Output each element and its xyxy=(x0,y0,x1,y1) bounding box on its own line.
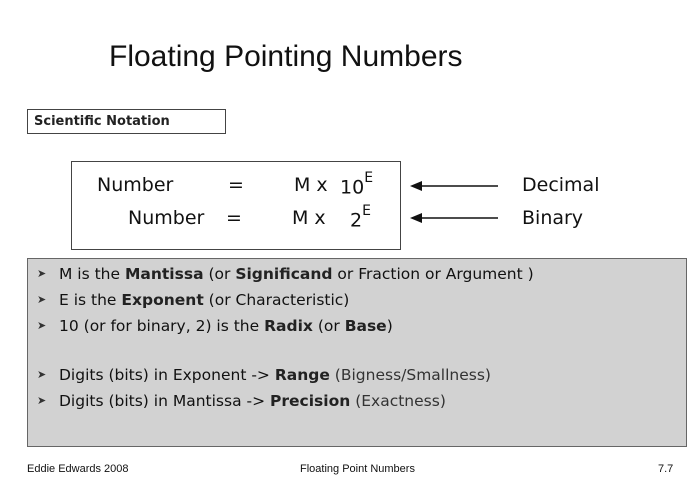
bullet-text: (or xyxy=(203,265,236,283)
bullet-text: (Exactness) xyxy=(350,392,446,410)
footer-topic: Floating Point Numbers xyxy=(300,463,415,475)
term-significand: Significand xyxy=(235,265,333,283)
bullet-text: (or xyxy=(312,317,345,335)
bullet-text: E is the xyxy=(59,291,122,309)
bullet-text: (or Characteristic) xyxy=(203,291,350,309)
formula-lhs: Number xyxy=(97,174,174,196)
formula-base: 10 xyxy=(340,176,365,199)
bullet-text: or Fraction or Argument ) xyxy=(332,265,534,283)
formula-mantissa: M x xyxy=(292,207,326,229)
bullet-range xyxy=(37,366,491,384)
section-label: Scientific Notation xyxy=(27,109,226,134)
bullet-arrow-icon: ➤ xyxy=(37,267,47,280)
binary-label: Binary xyxy=(522,207,584,229)
bullet-arrow-icon: ➤ xyxy=(37,394,47,407)
bullet-text: Digits (bits) in Exponent -> xyxy=(59,366,275,384)
formula-box xyxy=(71,161,401,250)
bullet-text: Digits (bits) in Mantissa -> xyxy=(59,392,271,410)
term-exponent: Exponent xyxy=(121,291,204,309)
bullet-exponent xyxy=(37,291,349,309)
footer-author: Eddie Edwards 2008 xyxy=(27,463,129,475)
term-base: Base xyxy=(344,317,387,335)
term-precision: Precision xyxy=(270,392,351,410)
bullet-arrow-icon: ➤ xyxy=(37,319,47,332)
term-range: Range xyxy=(274,366,330,384)
bullet-text: (Bigness/Smallness) xyxy=(329,366,491,384)
formula-exponent: E xyxy=(362,203,371,219)
formula-mantissa: M x xyxy=(294,174,328,196)
footer-page-number: 7.7 xyxy=(658,463,674,475)
arrow-left-icon xyxy=(410,178,500,194)
formula-exponent: E xyxy=(364,170,374,186)
formula-lhs: Number xyxy=(128,207,205,229)
formula-row-decimal xyxy=(72,170,402,200)
bullet-text: M is the xyxy=(59,265,125,283)
definitions-panel xyxy=(27,258,687,447)
formula-equals: = xyxy=(226,207,242,229)
decimal-label: Decimal xyxy=(522,174,600,196)
term-radix: Radix xyxy=(264,317,313,335)
bullet-mantissa xyxy=(37,265,534,283)
bullet-arrow-icon: ➤ xyxy=(37,293,47,306)
slide-title: Floating Pointing Numbers xyxy=(109,40,463,73)
bullet-radix xyxy=(37,317,393,335)
bullet-arrow-icon: ➤ xyxy=(37,368,47,381)
bullet-text: 10 (or for binary, 2) is the xyxy=(59,317,265,335)
formula-row-binary xyxy=(72,203,402,233)
formula-base: 2 xyxy=(350,209,363,232)
term-mantissa: Mantissa xyxy=(124,265,204,283)
bullet-text: ) xyxy=(386,317,393,335)
formula-equals: = xyxy=(228,174,244,196)
arrow-left-icon xyxy=(410,210,500,226)
bullet-precision xyxy=(37,392,446,410)
